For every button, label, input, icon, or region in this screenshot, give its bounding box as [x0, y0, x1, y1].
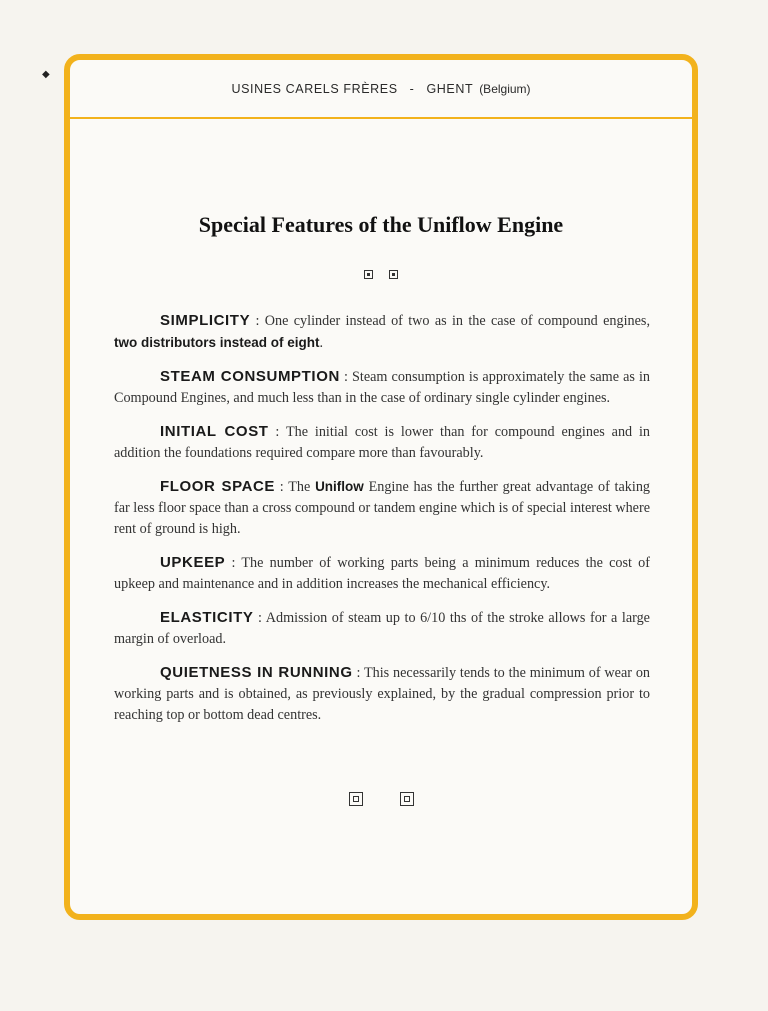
feature-term: STEAM CONSUMPTION — [160, 368, 340, 385]
feature-simplicity: SIMPLICITY : One cylinder instead of two as in the case of compound engines, two distributors instead of eight. — [114, 312, 650, 351]
square-ornament-icon — [389, 270, 398, 279]
country-name: (Belgium) — [479, 81, 531, 96]
company-name: USINES CARELS FRÈRES — [231, 81, 398, 96]
feature-term: INITIAL COST — [160, 423, 269, 440]
feature-quietness: QUIETNESS IN RUNNING : This necessarily tends to the minimum of wear on working parts and is obtained, as previously explained, by the gradual compression prior to reaching top or bottom dead centres. — [114, 664, 651, 723]
page-header — [70, 60, 692, 119]
margin-mark-icon: ◆ — [42, 69, 50, 80]
page-title: Special Features of the Uniflow Engine — [198, 212, 564, 237]
square-ornament-icon — [349, 792, 363, 806]
feature-steam-consumption: STEAM CONSUMPTION : Steam consumption is approximately the same as in Compound Engines, and much less than in the case of ordinary single cylinder engines. — [114, 368, 650, 406]
feature-initial-cost: INITIAL COST : The initial cost is lower than for compound engines and in addition the foundations required compare more than favourably. — [114, 423, 651, 461]
feature-term: QUIETNESS IN RUNNING — [160, 664, 353, 681]
feature-floor-space: FLOOR SPACE : The Uniflow Engine has the further great advantage of taking far less floor space than a cross compound or tandem engine which is of special interest where rent of ground is high. — [114, 478, 651, 537]
square-ornament-icon — [364, 270, 373, 279]
features-list — [114, 310, 650, 738]
feature-emphasis: Uniflow — [315, 479, 364, 494]
feature-term: FLOOR SPACE — [160, 478, 276, 495]
feature-term: ELASTICITY — [160, 609, 254, 626]
city-name: GHENT — [426, 81, 474, 96]
footer-ornament-row — [70, 792, 692, 806]
title-ornament-row — [70, 270, 692, 279]
feature-upkeep: UPKEEP : The number of working parts being a minimum reduces the cost of upkeep and maintenance and in addition increases the mechanical efficiency. — [114, 554, 651, 592]
feature-emphasis: two distributors instead of eight — [114, 335, 320, 350]
square-ornament-icon — [400, 792, 414, 806]
feature-term: SIMPLICITY — [160, 312, 251, 329]
header-separator: - — [409, 81, 415, 96]
page-frame — [64, 54, 698, 920]
feature-term: UPKEEP — [160, 554, 226, 571]
feature-elasticity: ELASTICITY : Admission of steam up to 6/10 ths of the stroke allows for a large margin of overload. — [114, 609, 650, 647]
